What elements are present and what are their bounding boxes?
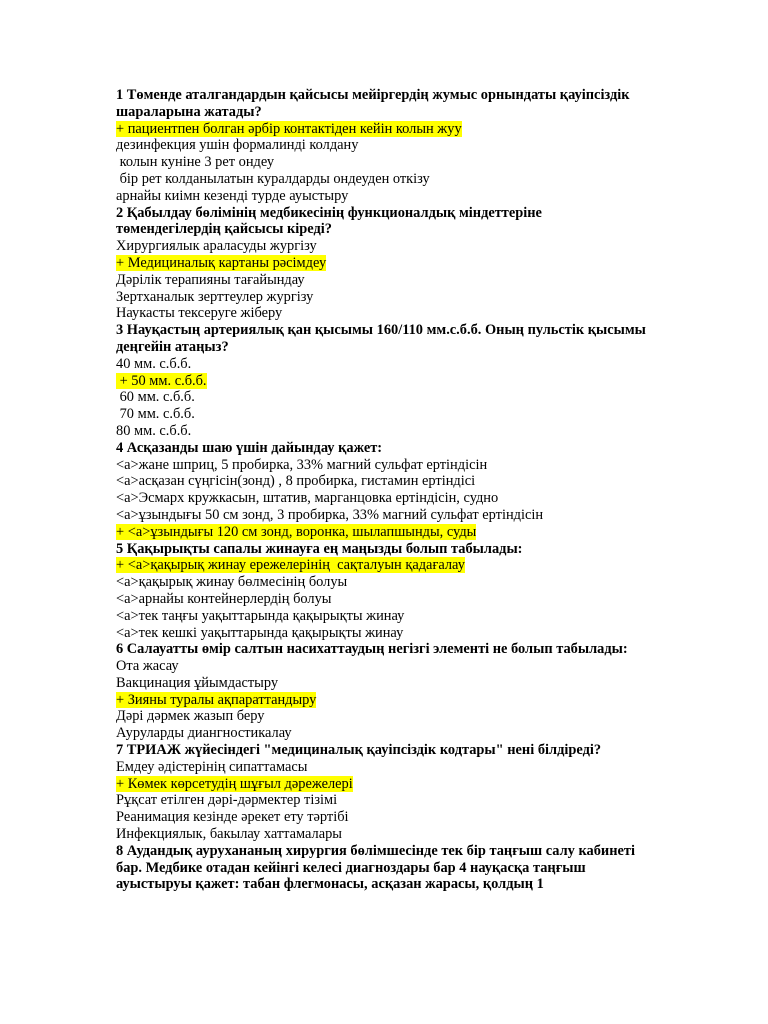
answer-text: Хирургиялык араласуды жургізу: [116, 238, 317, 255]
answer-text: <a>арнайы контейнерлердің болуы: [116, 590, 332, 607]
answer-text: 60 мм. с.б.б.: [116, 389, 195, 406]
question-text: 5 Қақырықты сапалы жинауға ең маңызды болып табылады:: [116, 540, 523, 557]
answer-text: бір рет колданылатын куралдарды ондеуден откізу: [116, 170, 430, 187]
answer-text: <a>жане шприц, 5 пробирка, 33% магний сульфат ертіндісін: [116, 456, 488, 473]
correct-answer: [116, 692, 646, 709]
answer-option: [116, 708, 646, 725]
answer-text: + <a>қақырық жинау ережелерінің сақталуын қадағалау: [116, 557, 465, 574]
answer-option: [116, 574, 646, 591]
answer-option: [116, 406, 646, 423]
answer-text: Реанимация кезінде әрекет ету тәртібі: [116, 809, 349, 826]
answer-text: 70 мм. с.б.б.: [116, 406, 195, 423]
question-block: [116, 742, 646, 843]
answer-text: Дәрілік терапияны тағайындау: [116, 271, 305, 288]
question-block: [116, 843, 646, 893]
answer-text: Ауруларды диангностикалау: [116, 725, 292, 742]
answer-option: [116, 725, 646, 742]
answer-text: Дәрі дәрмек жазып беру: [116, 708, 265, 725]
answer-option: [116, 289, 646, 306]
answer-text: + <a>ұзындығы 120 см зонд, воронка, шылапшынды, суды: [116, 523, 477, 540]
answer-text: дезинфекция ушін формалинді колдану: [116, 137, 359, 154]
correct-answer: [116, 557, 646, 574]
answer-option: [116, 188, 646, 205]
answer-option: [116, 473, 646, 490]
answer-text: <a>қақырық жинау бөлмесінің болуы: [116, 574, 348, 591]
answer-text: 80 мм. с.б.б.: [116, 422, 192, 439]
answer-option: [116, 658, 646, 675]
answer-option: [116, 171, 646, 188]
question-text: 3 Науқастың артериялық қан қысымы 160/110 мм.с.б.б. Оның пульстік қысымы деңгейін атаңыз?: [116, 322, 646, 355]
answer-option: [116, 457, 646, 474]
answer-text: Ота жасау: [116, 658, 179, 675]
answer-option: [116, 389, 646, 406]
answer-option: [116, 490, 646, 507]
question-text: 2 Қабылдау бөлімінің медбикесінің функционалдық міндеттеріне төмендегілердің қайсысы кіреді?: [116, 204, 542, 238]
answer-option: [116, 238, 646, 255]
answer-text: + Медициналық картаны рәсімдеу: [116, 254, 327, 271]
answer-text: <a>асқазан сүңгісін(зонд) , 8 пробирка, гистамин ертіндісі: [116, 473, 476, 490]
answer-text: <a>ұзындығы 50 см зонд, 3 пробирка, 33% магний сульфат ертіндісін: [116, 506, 544, 523]
answer-option: [116, 625, 646, 642]
question-text: 4 Асқазанды шаю үшін дайындау қажет:: [116, 439, 383, 456]
correct-answer: [116, 373, 646, 390]
answer-option: [116, 809, 646, 826]
question-block: [116, 322, 646, 440]
answer-text: 40 мм. с.б.б.: [116, 355, 192, 372]
answer-text: + пациентпен болган әрбір контактіден кейін колын жуу: [116, 120, 462, 137]
question-text: 7 ТРИАЖ жүйесіндегі "медициналық қауіпсіздік кодтары" нені білдіреді?: [116, 742, 602, 759]
question-block: [116, 440, 646, 541]
question-list: [116, 87, 646, 893]
answer-text: <a>тек кешкі уақыттарында қақырықты жинау: [116, 624, 404, 641]
answer-option: [116, 759, 646, 776]
answer-text: арнайы киімн кезенді турде ауыстыру: [116, 187, 349, 204]
answer-text: + Көмек көрсетудің шұғыл дәрежелері: [116, 775, 353, 792]
answer-option: [116, 507, 646, 524]
question-text: 8 Аудандық аурухананың хирургия бөлімшесінде тек бір таңғыш салу кабинеті бар. Медбике отадан кейінгі келесі диагноздары бар 4 науқасқа таңғыш ауыстыруы қажет: табан флегмонасы, асқазан жарасы, қолдың 1: [116, 842, 635, 893]
question-block: [116, 541, 646, 642]
question-text: 6 Салауатты өмір салтын насихаттаудың негізгі элементі не болып табылады:: [116, 641, 628, 658]
correct-answer: [116, 524, 646, 541]
answer-text: + 50 мм. с.б.б.: [116, 372, 207, 389]
question-block: [116, 205, 646, 323]
answer-text: Вакцинация ұйымдастыру: [116, 674, 279, 691]
answer-option: [116, 154, 646, 171]
answer-option: [116, 423, 646, 440]
answer-text: Наукасты тексеруге жіберу: [116, 305, 283, 322]
answer-option: [116, 272, 646, 289]
answer-text: колын куніне 3 рет ондеу: [116, 154, 275, 171]
answer-option: [116, 675, 646, 692]
answer-option: [116, 826, 646, 843]
answer-option: [116, 591, 646, 608]
answer-text: Зертханалык зерттеулер жургізу: [116, 288, 314, 305]
answer-text: <a>Эсмарх кружкасын, штатив, марганцовка ертіндісін, судно: [116, 490, 499, 507]
answer-option: [116, 137, 646, 154]
answer-option: [116, 608, 646, 625]
correct-answer: [116, 121, 646, 138]
answer-option: [116, 305, 646, 322]
question-block: [116, 87, 646, 205]
correct-answer: [116, 776, 646, 793]
answer-text: Инфекциялык, бакылау хаттамалары: [116, 826, 342, 843]
correct-answer: [116, 255, 646, 272]
answer-option: [116, 792, 646, 809]
answer-option: [116, 356, 646, 373]
question-text: 1 Төменде аталгандардын қайсысы мейіргердің жумыс орнындаты қауіпсіздік шараларына жатады?: [116, 87, 630, 120]
question-block: [116, 641, 646, 742]
answer-text: Емдеу әдістерінің сипаттамасы: [116, 758, 308, 775]
answer-text: <a>тек таңғы уақыттарында қақырықты жинау: [116, 607, 405, 624]
answer-text: + Зияны туралы ақпараттандыру: [116, 691, 317, 708]
answer-text: Рұқсат етілген дәрі-дәрмектер тізімі: [116, 792, 338, 809]
